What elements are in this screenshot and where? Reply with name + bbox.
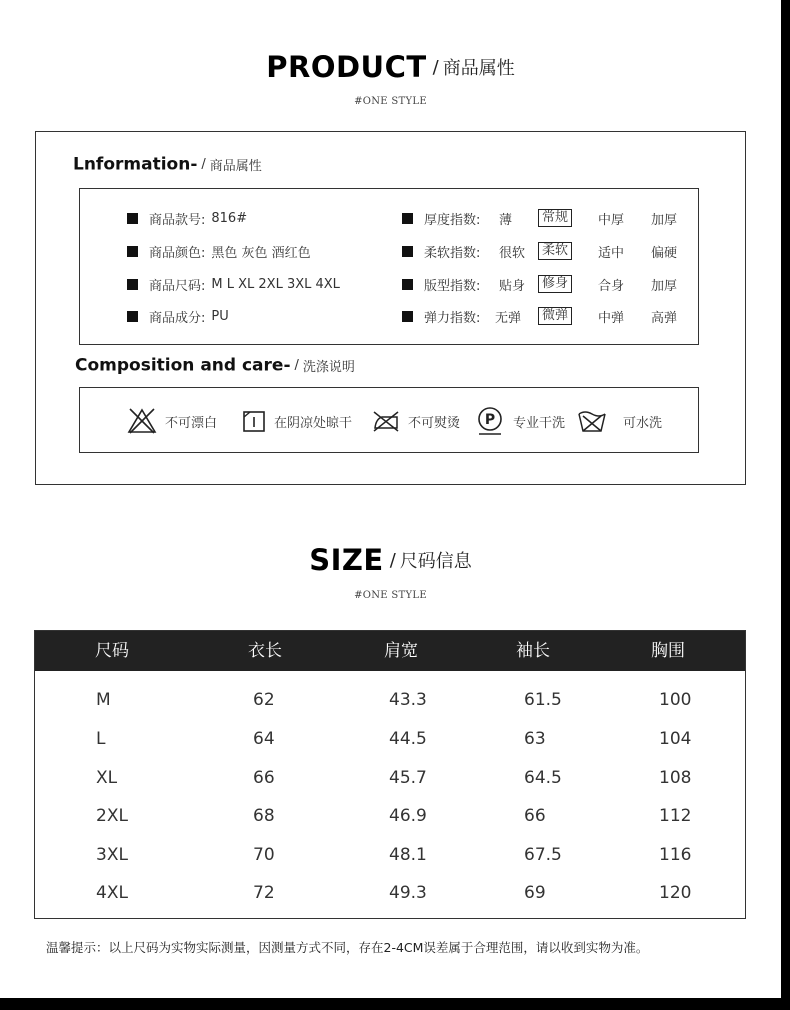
cell-chest: 108 bbox=[659, 768, 692, 788]
attr-value: 黑色 灰色 酒红色 bbox=[211, 245, 311, 261]
cell-length: 66 bbox=[253, 768, 275, 788]
care-label: 不可漂白 bbox=[165, 415, 218, 431]
attr-label: 商品成分: bbox=[149, 310, 206, 326]
attr-label: 商品尺码: bbox=[149, 278, 206, 294]
cell-size: M bbox=[96, 690, 111, 710]
option: 偏硬 bbox=[651, 245, 678, 261]
care-label: 不可熨烫 bbox=[408, 415, 461, 431]
option-selected: 常规 bbox=[538, 207, 572, 229]
size-heading-title: SIZE bbox=[309, 543, 384, 577]
option-selected: 柔软 bbox=[538, 240, 572, 262]
attr-style-number bbox=[127, 207, 247, 229]
cell-shoulder: 45.7 bbox=[389, 768, 427, 788]
attr-label: 厚度指数: bbox=[424, 212, 481, 228]
cell-chest: 120 bbox=[659, 883, 692, 903]
information-title bbox=[73, 154, 262, 175]
care-hand-wash bbox=[577, 406, 662, 436]
option: 薄 bbox=[499, 212, 513, 228]
no-bleach-icon bbox=[127, 407, 157, 435]
bullet-square-icon bbox=[127, 311, 138, 322]
shade-dry-icon bbox=[242, 409, 266, 433]
cell-length: 62 bbox=[253, 690, 275, 710]
option-selected: 修身 bbox=[538, 273, 572, 295]
care-label: 可水洗 bbox=[623, 415, 663, 431]
cell-sleeve: 61.5 bbox=[524, 690, 562, 710]
cell-chest: 116 bbox=[659, 845, 692, 865]
cell-length: 70 bbox=[253, 845, 275, 865]
care-dry-clean bbox=[475, 406, 565, 436]
size-heading-slash: / bbox=[389, 549, 396, 571]
cell-size: L bbox=[96, 729, 106, 749]
cell-shoulder: 43.3 bbox=[389, 690, 427, 710]
option: 很软 bbox=[499, 245, 526, 261]
table-row bbox=[35, 874, 745, 912]
attr-material bbox=[127, 305, 229, 327]
bullet-square-icon bbox=[402, 246, 413, 257]
attribute-box bbox=[79, 188, 699, 345]
size-heading-subtitle: 尺码信息 bbox=[399, 551, 472, 572]
option: 加厚 bbox=[651, 212, 678, 228]
cell-chest: 112 bbox=[659, 806, 692, 826]
attr-label: 弹力指数: bbox=[424, 310, 481, 326]
option: 加厚 bbox=[651, 278, 678, 294]
header-chest: 胸围 bbox=[651, 641, 685, 661]
attr-label: 柔软指数: bbox=[424, 245, 481, 261]
cell-shoulder: 48.1 bbox=[389, 845, 427, 865]
cell-shoulder: 44.5 bbox=[389, 729, 427, 749]
product-heading-title: PRODUCT bbox=[266, 50, 427, 84]
option: 高弹 bbox=[651, 310, 678, 326]
cell-sleeve: 66 bbox=[524, 806, 546, 826]
product-heading bbox=[0, 50, 781, 84]
size-table bbox=[34, 630, 746, 919]
information-title-slash: / bbox=[201, 157, 206, 172]
cell-sleeve: 63 bbox=[524, 729, 546, 749]
care-title-cn: 洗涤说明 bbox=[302, 360, 355, 375]
cell-length: 64 bbox=[253, 729, 275, 749]
header-length: 衣长 bbox=[248, 641, 282, 661]
attr-label: 商品颜色: bbox=[149, 245, 206, 261]
header-shoulder: 肩宽 bbox=[384, 641, 418, 661]
header-size: 尺码 bbox=[95, 641, 129, 661]
cell-sleeve: 69 bbox=[524, 883, 546, 903]
attr-size bbox=[127, 273, 340, 295]
care-no-bleach bbox=[127, 406, 217, 436]
table-row bbox=[35, 797, 745, 835]
dry-clean-icon bbox=[475, 406, 505, 436]
cell-chest: 104 bbox=[659, 729, 692, 749]
attr-fit bbox=[402, 273, 692, 295]
cell-chest: 100 bbox=[659, 690, 692, 710]
table-row bbox=[35, 720, 745, 758]
no-iron-icon bbox=[372, 409, 400, 433]
bullet-square-icon bbox=[402, 279, 413, 290]
header-sleeve: 袖长 bbox=[516, 641, 550, 661]
option: 适中 bbox=[598, 245, 625, 261]
cell-sleeve: 64.5 bbox=[524, 768, 562, 788]
option: 中厚 bbox=[598, 212, 625, 228]
attr-softness bbox=[402, 240, 692, 262]
care-label: 在阴凉处晾干 bbox=[274, 415, 353, 431]
information-title-cn: 商品属性 bbox=[209, 159, 262, 174]
bullet-square-icon bbox=[402, 311, 413, 322]
product-tagline: #ONE STYLE bbox=[354, 96, 427, 107]
table-row bbox=[35, 759, 745, 797]
product-heading-subtitle: 商品属性 bbox=[442, 58, 515, 79]
size-table-header bbox=[35, 631, 745, 671]
cell-length: 72 bbox=[253, 883, 275, 903]
attr-label: 版型指数: bbox=[424, 278, 481, 294]
care-title-en: Composition and care- bbox=[75, 355, 291, 376]
hand-wash-icon bbox=[577, 408, 607, 434]
cell-size: 4XL bbox=[96, 883, 128, 903]
cell-sleeve: 67.5 bbox=[524, 845, 562, 865]
attr-value: 816# bbox=[211, 210, 248, 226]
option: 贴身 bbox=[499, 278, 526, 294]
option: 无弹 bbox=[495, 310, 522, 326]
attr-thickness bbox=[402, 207, 692, 229]
bullet-square-icon bbox=[127, 246, 138, 257]
bullet-square-icon bbox=[127, 213, 138, 224]
cell-size: 2XL bbox=[96, 806, 128, 826]
bullet-square-icon bbox=[402, 213, 413, 224]
care-label: 专业干洗 bbox=[513, 415, 566, 431]
care-no-iron bbox=[372, 406, 460, 436]
option-selected: 微弹 bbox=[538, 305, 572, 327]
cell-length: 68 bbox=[253, 806, 275, 826]
size-tagline: #ONE STYLE bbox=[354, 590, 427, 601]
cell-size: 3XL bbox=[96, 845, 128, 865]
measurement-note: 温馨提示：以上尺码为实物实际测量，因测量方式不同，存在2-4CM误差属于合理范围，请以收到实物为准。 bbox=[46, 940, 649, 955]
care-box bbox=[79, 387, 699, 453]
table-row bbox=[35, 836, 745, 874]
svg-text:P: P bbox=[484, 412, 496, 428]
size-heading bbox=[0, 543, 781, 577]
care-title bbox=[75, 355, 355, 376]
attr-value: M L XL 2XL 3XL 4XL bbox=[211, 276, 340, 292]
care-title-slash: / bbox=[294, 358, 299, 373]
cell-shoulder: 49.3 bbox=[389, 883, 427, 903]
attr-value: PU bbox=[211, 308, 229, 324]
attr-label: 商品款号: bbox=[149, 212, 206, 228]
cell-shoulder: 46.9 bbox=[389, 806, 427, 826]
bullet-square-icon bbox=[127, 279, 138, 290]
care-shade-dry bbox=[242, 406, 352, 436]
information-title-en: Lnformation- bbox=[73, 154, 198, 175]
cell-size: XL bbox=[96, 768, 118, 788]
table-row bbox=[35, 681, 745, 719]
attr-elasticity bbox=[402, 305, 692, 327]
option: 中弹 bbox=[598, 310, 625, 326]
option: 合身 bbox=[598, 278, 625, 294]
attr-color bbox=[127, 240, 311, 262]
product-heading-slash: / bbox=[432, 56, 439, 78]
